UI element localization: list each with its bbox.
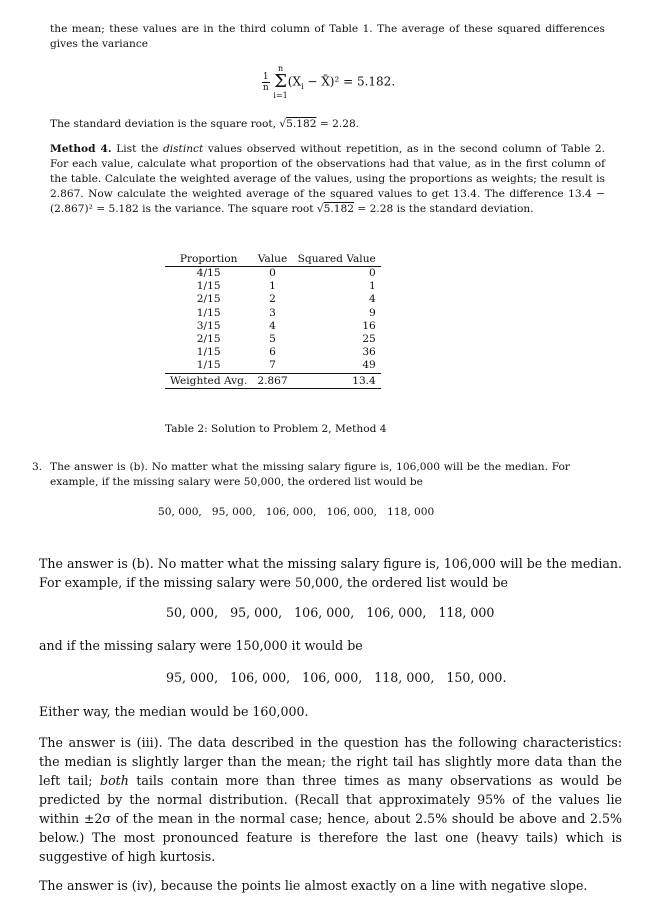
answer-median: Either way, the median would be 160,000. (39, 704, 309, 719)
answer-b-continued: and if the missing salary were 150,000 it would be (39, 638, 363, 653)
table-row: 3/15 4 16 (196, 319, 376, 332)
variance-formula: $\frac{1}{n}$ n Σ i=1 ($X_i$ − X̄)² = 5.182. (262, 64, 396, 100)
table-row: 2/15 5 25 (196, 333, 376, 346)
problem3-list: 50, 000, 95, 000, 106, 000, 106, 000, 118, 000 (158, 506, 435, 518)
table-caption: Table 2: Solution to Problem 2, Method 4 (165, 423, 387, 435)
problem-number: 3. (32, 461, 43, 473)
problem3-text: The answer is (b). No matter what the missing salary figure is, 106,000 will be the median. For example, if the missing salary were 50,000, the ordered list would be (50, 461, 570, 488)
std-dev-sentence: The standard deviation is the square root, √5.182 = 2.28. (50, 118, 360, 130)
table-row: 1/15 3 9 (196, 306, 376, 319)
summation-symbol: n Σ i=1 (273, 64, 288, 100)
table-header: Proportion (165, 252, 252, 267)
answer-iv-paragraph: The answer is (iv), because the points lie almost exactly on a line with negative slope. (39, 878, 588, 893)
table-header: Value (252, 252, 292, 267)
table-row: 1/15 6 36 (196, 346, 376, 359)
table-row: 1/15 1 1 (196, 280, 376, 293)
variance-intro: the mean; these values are in the third column of Table 1. The average of these squared differences gives the variance (50, 23, 605, 50)
answer-list-2: 95, 000, 106, 000, 106, 000, 118, 000, 150, 000. (166, 670, 507, 685)
answer-list-1: 50, 000, 95, 000, 106, 000, 106, 000, 118, 000 (166, 605, 495, 620)
table-row: 1/15 7 49 (196, 359, 376, 372)
table-summary-row: Weighted Avg. 2.867 13.4 (165, 373, 381, 388)
method4-paragraph: Method 4. List the distinct values observed without repetition, as in the second column of Table 2. For each value, calculate what proportion of the observations had that value, as in the first column of the table. Calculate the weighted average of the values, using the proportions as weights; the result is 2.867. Now calculate the weighted average of the squared values to get 13.4. The difference 13.4 − (2.867)² = 5.182 is the variance. The square root √5.182 = 2.28 is the standard deviation. (50, 143, 605, 215)
table-2 (165, 252, 381, 389)
table-row: 2/15 2 4 (196, 293, 376, 306)
answer-iii-paragraph: The answer is (iii). The data described in the question has the following characteristics: the median is slightly larger than the mean; the right tail has slightly more data than the left tail; both tails contain more than three times as many observations as would be predicted by the normal distribution. (Recall that approximately 95% of the values lie within ±2σ of the mean in the normal case; hence, about 2.5% should be above and 2.5% below.) The most pronounced feature is therefore the last one (heavy tails) which is suggestive of high kurtosis. (39, 735, 622, 864)
table-header: Squared Value (293, 252, 381, 267)
fraction: $\frac{1}{n}$ (262, 71, 269, 93)
table-row: 4/15 0 0 (196, 267, 376, 279)
answer-b-paragraph: The answer is (b). No matter what the missing salary figure is, 106,000 will be the median. For example, if the missing salary were 50,000, the ordered list would be (39, 556, 622, 590)
